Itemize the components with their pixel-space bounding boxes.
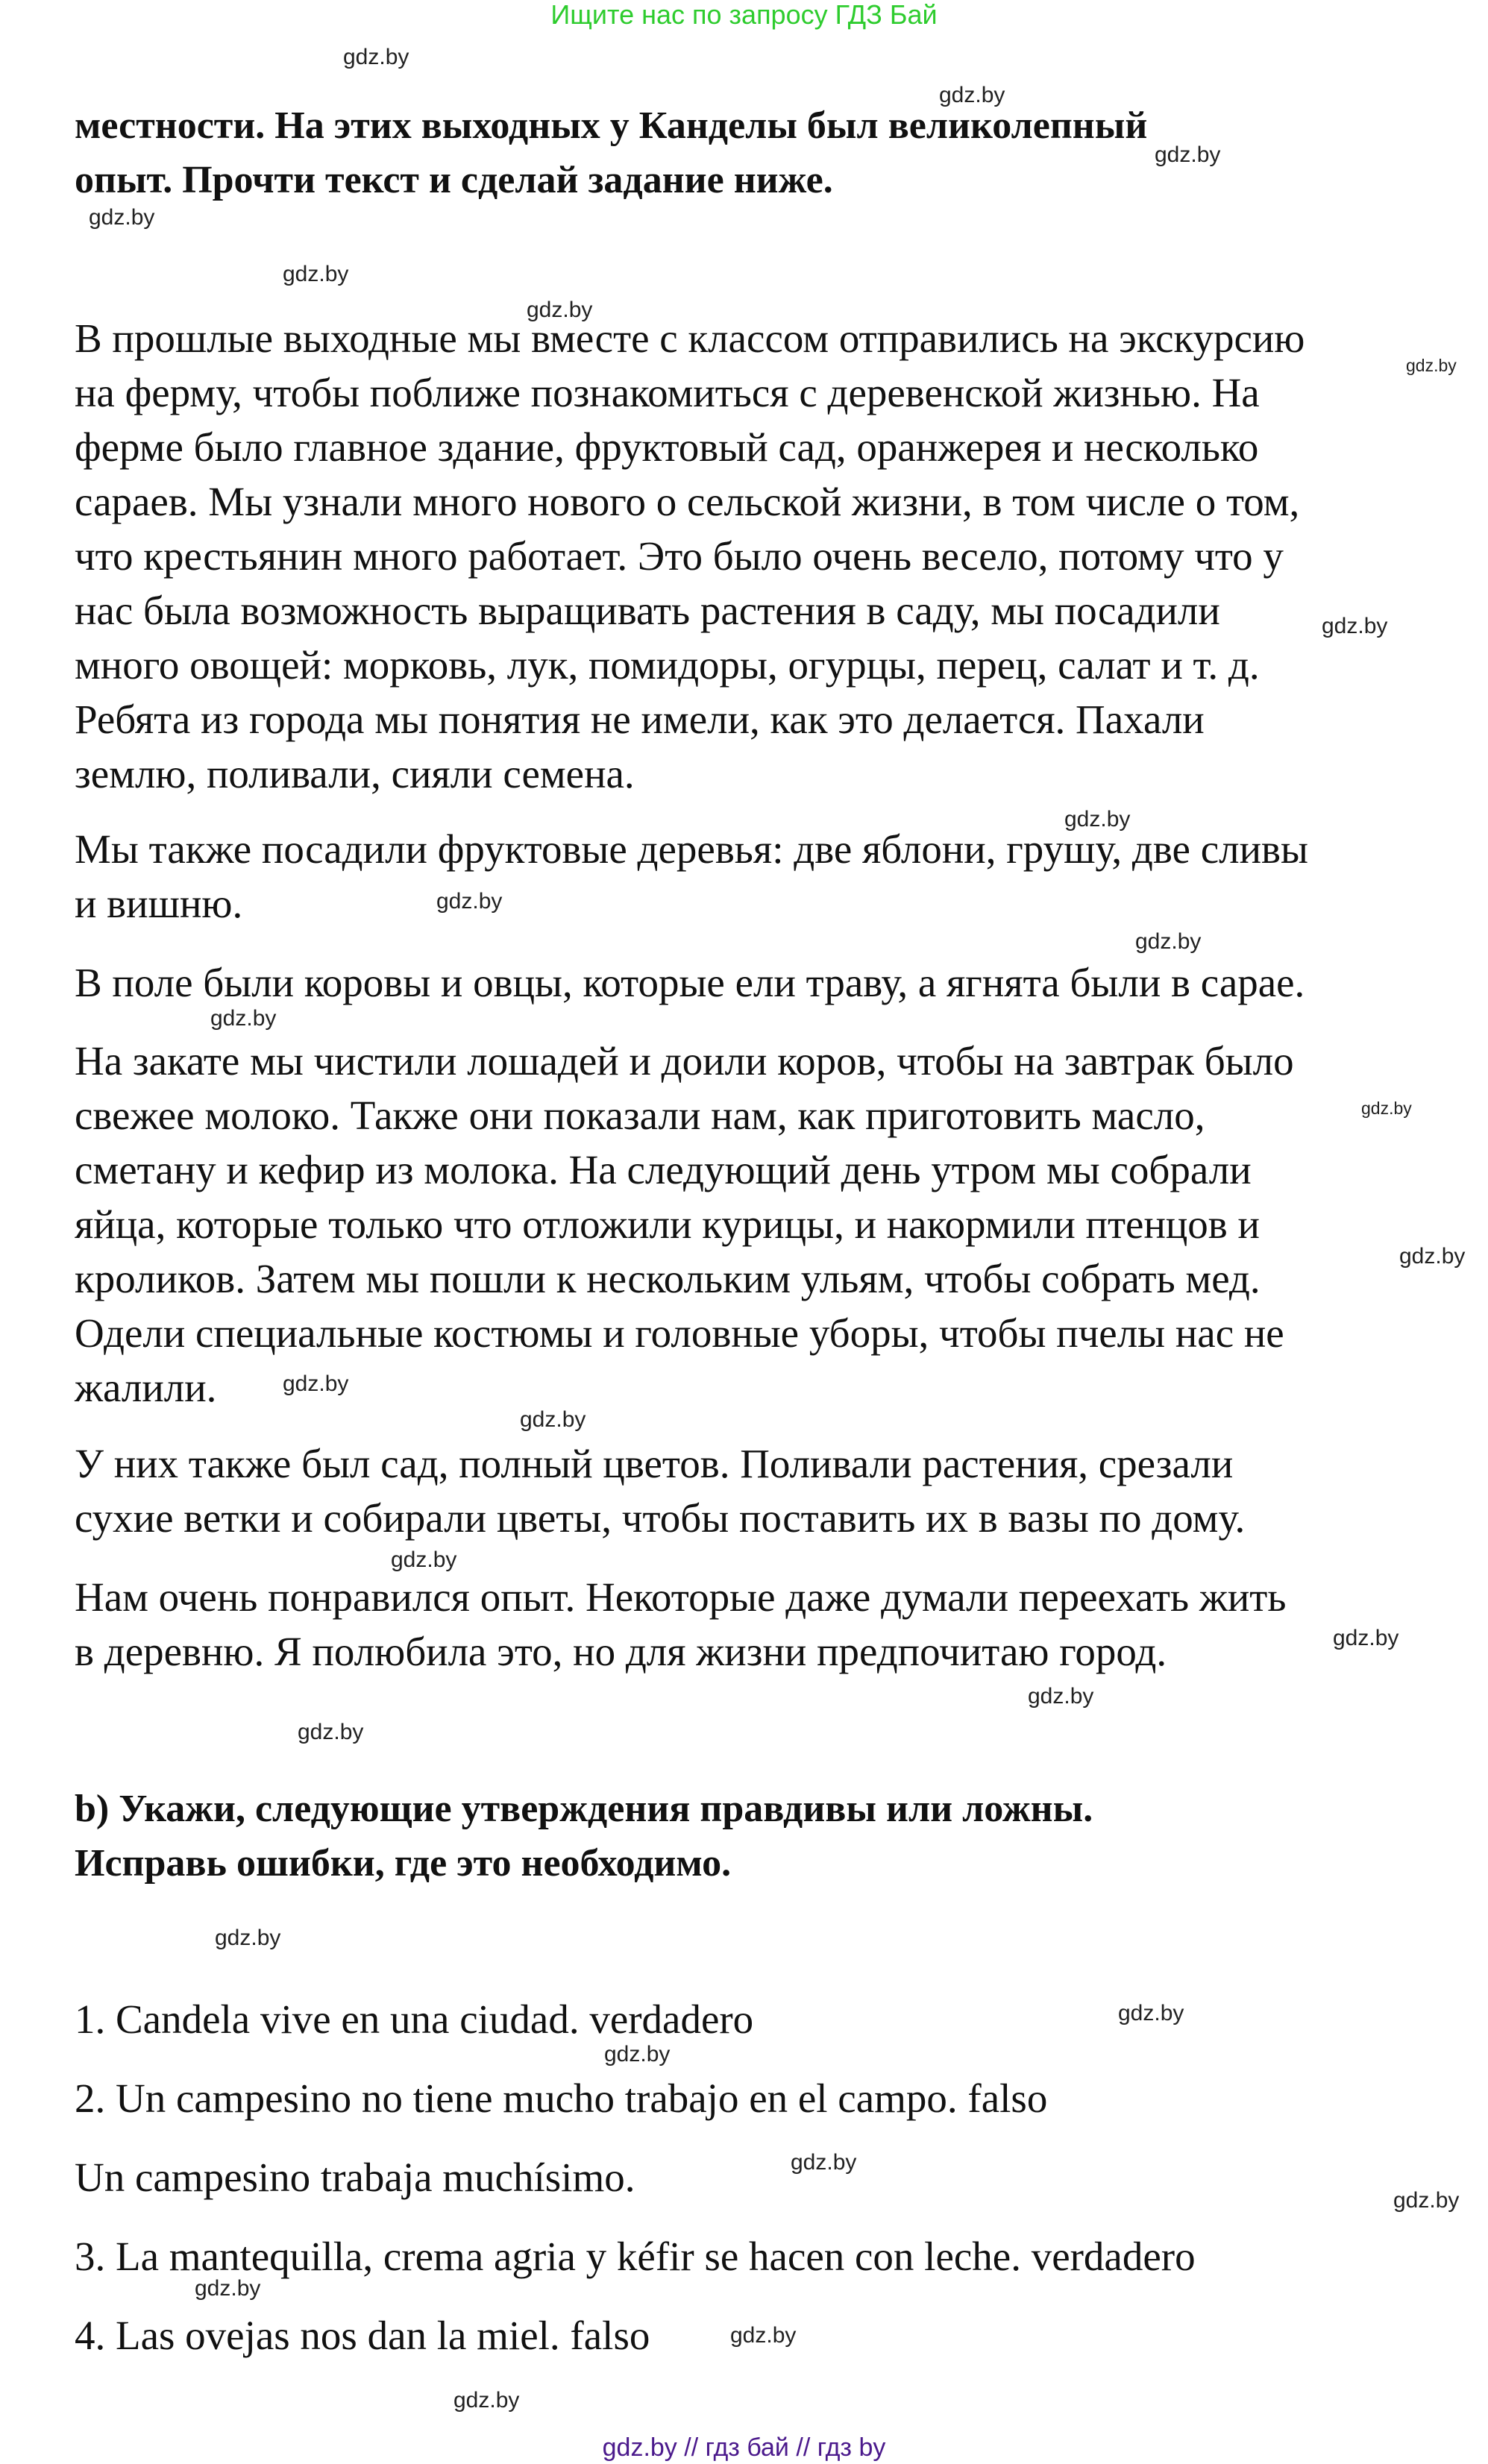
text-line: и вишню.	[75, 881, 243, 926]
watermark: gdz.by	[1333, 1626, 1399, 1650]
watermark: gdz.by	[939, 83, 1005, 107]
paragraph-1	[75, 311, 1462, 801]
watermark: gdz.by	[298, 1720, 364, 1744]
text-line: 4. Las ovejas nos dan la miel. falso	[75, 2313, 650, 2358]
text-line: землю, поливали, сияли семена.	[75, 751, 635, 796]
watermark: gdz.by	[604, 2042, 671, 2067]
watermark: gdz.by	[730, 2323, 797, 2348]
text-line: в деревню. Я полюбила это, но для жизни предпочитаю город.	[75, 1629, 1167, 1674]
text-line: много овощей: морковь, лук, помидоры, огурцы, перец, салат и т. д.	[75, 642, 1260, 688]
watermark: gdz.by	[1406, 356, 1457, 375]
watermark: gdz.by	[283, 1371, 349, 1396]
paragraph-5	[75, 1436, 1462, 1545]
text-line: жалили.	[75, 1365, 217, 1410]
text-line: сметану и кефир из молока. На следующий день утром мы собрали	[75, 1147, 1252, 1192]
watermark: gdz.by	[1028, 1684, 1094, 1709]
text-line: кроликов. Затем мы пошли к нескольким ульям, чтобы собрать мед.	[75, 1256, 1261, 1301]
watermark: gdz.by	[791, 2150, 857, 2175]
intro-heading	[75, 98, 1462, 207]
text-line: на ферму, чтобы поближе познакомиться с деревенской жизнью. На	[75, 370, 1260, 415]
text-line: 1. Candela vive en una ciudad. verdadero	[75, 1996, 754, 2042]
text-line: 3. La mantequilla, crema agria y kéfir se hacen con leche. verdadero	[75, 2234, 1196, 2279]
watermark: gdz.by	[391, 1547, 457, 1572]
top-banner: Ищите нас по запросу ГДЗ Бай	[550, 0, 938, 30]
text-line: местности. На этих выходных у Канделы был великолепный	[75, 104, 1148, 147]
paragraph-3	[75, 955, 1462, 1010]
watermark: gdz.by	[1155, 142, 1221, 167]
text-line: Мы также посадили фруктовые деревья: две яблони, грушу, две сливы	[75, 826, 1308, 872]
watermark: gdz.by	[436, 889, 503, 914]
text-line: свежее молоко. Также они показали нам, как приготовить масло,	[75, 1093, 1205, 1138]
text-line: Исправь ошибки, где это необходимо.	[75, 1842, 732, 1885]
text-line: яйца, которые только что отложили курицы, и накормили птенцов и	[75, 1201, 1260, 1247]
text-line: b) Укажи, следующие утверждения правдивы или ложны.	[75, 1788, 1093, 1830]
watermark: gdz.by	[1118, 2001, 1184, 2025]
text-line: Un campesino trabaja muchísimo.	[75, 2155, 635, 2200]
paragraph-4	[75, 1034, 1462, 1415]
watermark: gdz.by	[520, 1407, 586, 1432]
watermark: gdz.by	[89, 205, 155, 230]
watermark: gdz.by	[453, 2388, 520, 2413]
watermark: gdz.by	[1064, 807, 1131, 832]
watermark: gdz.by	[1135, 929, 1202, 954]
text-line: сухие ветки и собирали цветы, чтобы поставить их в вазы по дому.	[75, 1495, 1246, 1541]
text-line: опыт. Прочти текст и сделай задание ниже.	[75, 159, 833, 201]
paragraph-6	[75, 1570, 1462, 1679]
text-line: У них также был сад, полный цветов. Поливали растения, срезали	[75, 1441, 1234, 1486]
watermark: gdz.by	[215, 1926, 281, 1950]
watermark: gdz.by	[210, 1006, 277, 1031]
watermark: gdz.by	[195, 2276, 261, 2301]
bottom-banner: gdz.by // гдз бай // гдз by	[602, 2433, 886, 2462]
text-line: что крестьянин много работает. Это было очень весело, потому что у	[75, 533, 1284, 579]
text-line: сараев. Мы узнали много нового о сельской жизни, в том числе о том,	[75, 479, 1300, 524]
watermark: gdz.by	[343, 45, 409, 69]
paragraph-2	[75, 822, 1462, 931]
watermark: gdz.by	[1393, 2188, 1460, 2213]
text-line: На закате мы чистили лошадей и доили коров, чтобы на завтрак было	[75, 1038, 1294, 1084]
text-line: нас была возможность выращивать растения в саду, мы посадили	[75, 588, 1220, 633]
watermark: gdz.by	[1322, 614, 1388, 638]
text-line: Нам очень понравился опыт. Некоторые даже думали переехать жить	[75, 1574, 1287, 1620]
text-line: Ребята из города мы понятия не имели, как это делается. Пахали	[75, 697, 1205, 742]
text-line: ферме было главное здание, фруктовый сад, оранжерея и несколько	[75, 424, 1259, 470]
watermark: gdz.by	[1399, 1244, 1466, 1269]
watermark: gdz.by	[527, 298, 593, 322]
text-line: В поле были коровы и овцы, которые ели траву, а ягнята были в сарае.	[75, 960, 1305, 1005]
watermark: gdz.by	[1361, 1099, 1412, 1118]
watermark: gdz.by	[283, 262, 349, 286]
task-b-heading	[75, 1782, 1462, 1891]
text-line: Одели специальные костюмы и головные уборы, чтобы пчелы нас не	[75, 1310, 1284, 1356]
text-line: В прошлые выходные мы вместе с классом отправились на экскурсию	[75, 315, 1305, 361]
text-line: 2. Un campesino no tiene mucho trabajo en el campo. falso	[75, 2075, 1048, 2121]
